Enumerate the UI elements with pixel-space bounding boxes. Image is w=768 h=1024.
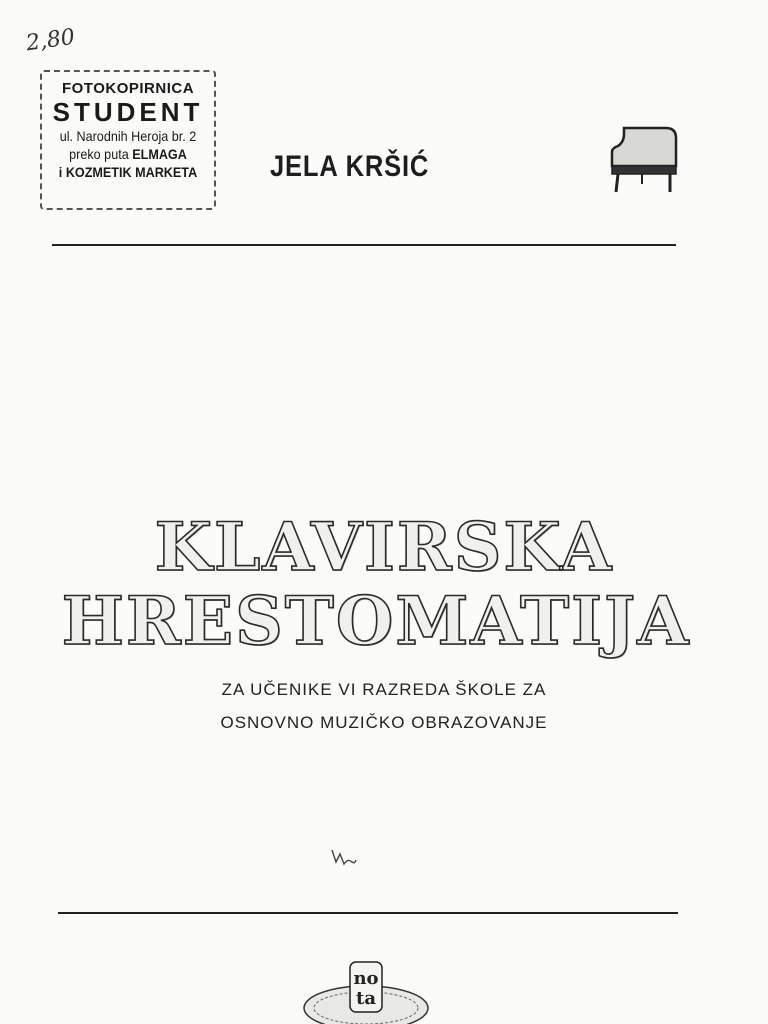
stamp-line-2: STUDENT — [52, 97, 204, 127]
subtitle-line-1: ZA UČENIKE VI RAZREDA ŠKOLE ZA — [221, 680, 547, 699]
piano-icon — [606, 122, 682, 194]
stamp-line-4b: ELMAGA — [132, 146, 187, 162]
publisher-logo-bottom: ta — [356, 988, 376, 1009]
subtitle-line-2: OSNOVNO MUZIČKO OBRAZOVANJE — [220, 713, 548, 732]
author-name: JELA KRŠIĆ — [270, 150, 430, 183]
publisher-logo — [300, 958, 432, 1024]
bottom-rule — [58, 912, 678, 914]
stamp-line-4a: preko puta — [69, 146, 133, 162]
handwritten-price: 2,80 — [24, 24, 77, 57]
stamp-line-3: ul. Narodnih Heroja br. 2 — [59, 128, 197, 144]
stamp-line-4 — [51, 145, 206, 163]
handwritten-mark-icon — [330, 846, 358, 868]
copy-shop-stamp — [40, 70, 216, 210]
top-rule — [52, 244, 676, 246]
publisher-logo-top: no — [353, 968, 379, 989]
title-line-2: HRESTOMATIJA — [61, 582, 691, 660]
stamp-line-5: i KOZMETIK MARKETA — [58, 164, 198, 180]
stamp-line-1: FOTOKOPIRNICA — [61, 80, 195, 97]
title-line-1: KLAVIRSKA — [154, 508, 614, 586]
